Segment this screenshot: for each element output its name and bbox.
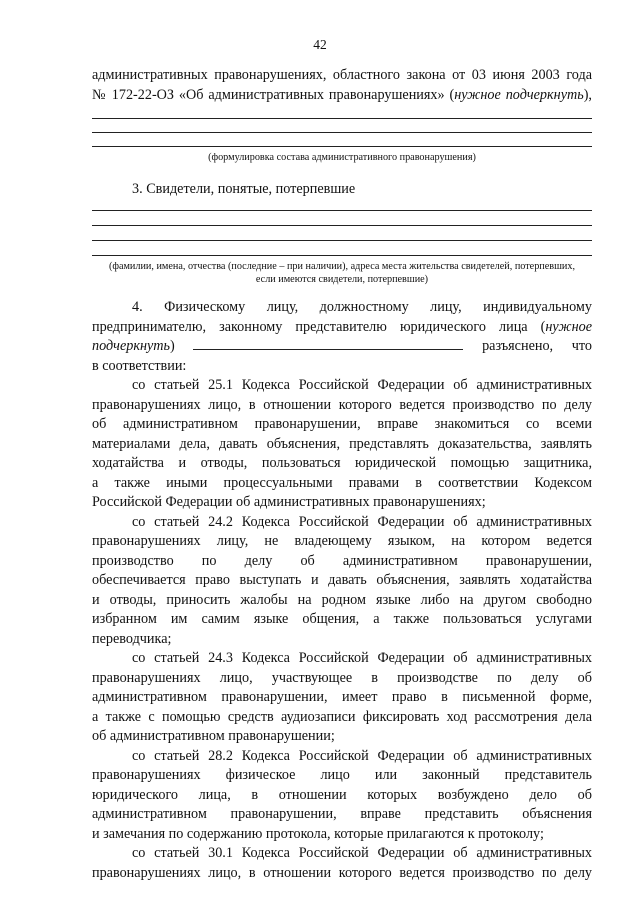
article-line: со статьей 30.1 Кодекса Российской Федерации об административных: [132, 845, 592, 861]
article-line: а также с помощью средств аудиозаписи фиксировать ход рассмотрения дела: [92, 708, 592, 725]
article-line: правонарушениях лицу, не владеющему языком, на котором ведется: [92, 533, 592, 549]
page-number: 42: [313, 37, 327, 52]
article-paragraph: [92, 747, 592, 845]
witnesses-section: [92, 180, 592, 200]
articles-list: [92, 376, 592, 883]
explained-by-blank[interactable]: [193, 337, 463, 350]
article-line: материалами дела, давать объяснения, представлять доказательства, заявлять: [92, 435, 592, 452]
article-line: избранном им самим языке общения, а также пользоваться услугами: [92, 611, 592, 627]
article-line: Российской Федерации об административных правонарушениях;: [92, 494, 486, 510]
section4-line-3: подчеркнуть) разъяснено, что: [92, 338, 592, 354]
article-line: административном правонарушении, вправе представить объяснения: [92, 806, 592, 822]
article-line: и замечания по содержанию протокола, которые прилагаются к протоколу;: [92, 825, 544, 842]
article-line: со статьей 25.1 Кодекса Российской Федерации об административных: [132, 377, 592, 393]
witnesses-heading: 3. Свидетели, понятые, потерпевшие: [132, 181, 356, 197]
article-line: об административном правонарушении, вправе знакомиться со всеми: [92, 416, 592, 432]
article-line: а также иными процессуальными правами в соответствии Кодексом: [92, 474, 592, 491]
section4-line-1: 4. Физическому лицу, должностному лицу, индивидуальному: [132, 299, 592, 315]
article-line: правонарушениях лицо, в отношении которого ведется производство по делу: [92, 864, 592, 881]
intro-line-1: административных правонарушениях, областного закона от 03 июня 2003 года: [92, 67, 592, 83]
blank-line[interactable]: [92, 146, 592, 147]
blank-line[interactable]: [92, 132, 592, 133]
article-line: со статьей 24.2 Кодекса Российской Федерации об административных: [132, 513, 592, 530]
witnesses-blank-lines: [92, 210, 592, 286]
article-paragraph: [92, 649, 592, 747]
article-line: правонарушениях физическое лицо или законный представитель: [92, 767, 592, 783]
article-paragraph: [92, 513, 592, 650]
article-line: административном правонарушении, имеет право в письменной форме,: [92, 689, 592, 705]
offense-blank-lines: [92, 118, 592, 164]
section-4: [92, 298, 592, 883]
article-line: и отводы, приносить жалобы на родном языке либо на другом свободно: [92, 591, 592, 608]
article-line: со статьей 24.3 Кодекса Российской Федерации об административных: [132, 650, 592, 666]
section4-line-2: предпринимателю, законному представителю юридического лица (нужное: [92, 318, 592, 335]
article-line: об административном правонарушении;: [92, 728, 335, 744]
blank-line[interactable]: [92, 225, 592, 226]
witnesses-caption-line-1: (фамилии, имена, отчества (последние – при наличии), адреса места жительства свидетелей, потерпевших,: [108, 261, 576, 272]
section4-line-4: в соответствии:: [92, 357, 187, 374]
blank-line[interactable]: [92, 240, 592, 241]
intro-paragraph: [92, 66, 592, 105]
article-line: ходатайства и отводы, пользоваться юридической помощью защитника,: [92, 455, 592, 471]
offense-caption: (формулировка состава административного правонарушения): [208, 152, 476, 163]
blank-line[interactable]: [92, 118, 592, 119]
article-paragraph: [92, 376, 592, 513]
article-line: правонарушениях лицо, участвующее в производстве по делу об: [92, 669, 592, 686]
article-line: правонарушениях лицо, в отношении которого ведется производство по делу: [92, 396, 592, 413]
intro-line-2: № 172-22-ОЗ «Об административных правонарушениях» (нужное подчеркнуть),: [92, 86, 592, 103]
witnesses-caption-line-2: если имеются свидетели, потерпевшие): [255, 274, 429, 285]
article-line: обеспечивается право выступать и давать объяснения, заявлять ходатайства: [92, 572, 592, 588]
article-line: со статьей 28.2 Кодекса Российской Федерации об административных: [132, 747, 592, 764]
blank-line[interactable]: [92, 255, 592, 256]
article-line: производство по делу об административном правонарушении,: [92, 552, 592, 569]
blank-line[interactable]: [92, 210, 592, 211]
article-line: переводчика;: [92, 630, 172, 647]
article-line: юридического лица, в отношении которых возбуждено дело об: [92, 786, 592, 803]
article-paragraph: [92, 844, 592, 883]
